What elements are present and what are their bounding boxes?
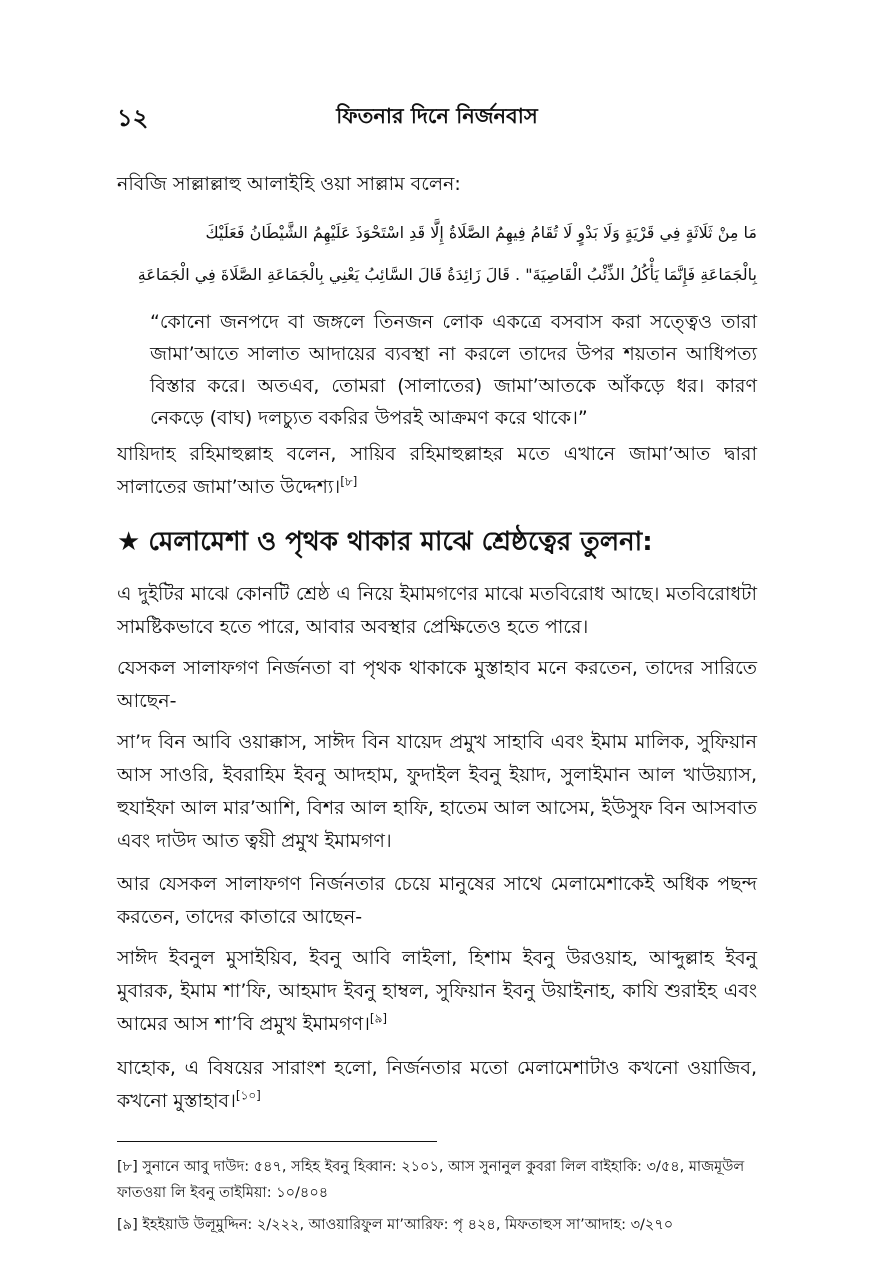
section-heading-text: মেলামেশা ও পৃথক থাকার মাঝে শ্রেষ্ঠত্বের তুলনা: xyxy=(148,527,653,557)
hadith-translation: “কোনো জনপদে বা জঙ্গলে তিনজন লোক একত্রে বসবাস করা সত্ত্বেও তারা জামা’আতে সালাত আদায়ের ব্যবস্থা না করলে তাদের উপর শয়তান আধিপত্য বিস্তার করে। অতএব, তোমরা (সালাতের) জামা’আতকে আঁকড়ে ধর। কারণ নেকড়ে (বাঘ) দলচ্যুত বকরির উপরই আক্রমণ করে থাকে।” xyxy=(150,311,757,429)
paragraph-text: সাঈদ ইবনুল মুসাইয়িব, ইবনু আবি লাইলা, হিশাম ইবনু উরওয়াহ, আব্দুল্লাহ ইবনু মুবারক, ইমাম শা’ফি, আহমাদ ইবনু হাম্বল, সুফিয়ান ইবনু উয়াইনাহ, কাযি শুরাইহ এবং আমের আস শা’বি প্রমুখ ইমামগণ। xyxy=(117,947,757,1035)
page-header xyxy=(117,100,757,136)
arabic-hadith xyxy=(117,212,757,296)
footnote-ref-8[interactable]: [৮] xyxy=(340,474,358,489)
paragraph-text: যায়িদাহ রহিমাহুল্লাহ বলেন, সায়িব রহিমাহুল্লাহর মতে এখানে জামা’আত দ্বারা সালাতের জামা’আত উদ্দেশ্য। xyxy=(117,443,757,498)
arabic-line-2: بِالْجَمَاعَةِ فَإِنَّمَا يَأْكُلُ الذِّئْبُ الْقَاصِيَةَ" . قَالَ زَائِدَةُ قَالَ السَّائِبُ يَعْنِي بِالْجَمَاعَةِ الصَّلَاةَ فِي الْجَمَاعَةِ xyxy=(137,265,757,284)
arabic-line-1: مَا مِنْ ثَلَاثَةٍ فِي قَرْيَةٍ وَلَا بَدْوٍ لَا تُقَامُ فِيهِمُ الصَّلَاةُ إِلَّا قَدِ اسْتَحْوَذَ عَلَيْهِمُ الشَّيْطَانُ فَعَلَيْكَ xyxy=(205,223,757,242)
paragraph-zaidah xyxy=(117,438,757,504)
footnote-8: [৮] সুনানে আবু দাউদ: ৫৪৭, সহিহ ইবনু হিব্বান: ২১০১, আস সুনানুল কুবরা লিল বাইহাকি: ৩/৫৪, মাজমূউল ফাতওয়া লি ইবনু তাইমিয়া: ১০/৪০৪ xyxy=(117,1159,745,1201)
paragraph-seclusion-intro: যেসকল সালাফগণ নির্জনতা বা পৃথক থাকাকে মুস্তাহাব মনে করতেন, তাদের সারিতে আছেন- xyxy=(117,657,757,712)
intro-line: নবিজি সাল্লাল্লাহু আলাইহি ওয়া সাল্লাম বলেন: xyxy=(117,173,461,195)
footnote-ref-10[interactable]: [১০] xyxy=(235,1088,261,1103)
page-number: ১২ xyxy=(117,104,149,132)
paragraph-seclusion-list: সা’দ বিন আবি ওয়াক্কাস, সাঈদ বিন যায়েদ প্রমুখ সাহাবি এবং ইমাম মালিক, সুফিয়ান আস সাওরি, ইবরাহিম ইবনু আদহাম, ফুদাইল ইবনু ইয়াদ, সুলাইমান আল খাউয়্যাস, হুযাইফা আল মার’আশি, বিশর আল হাফি, হাতেম আল আসেম, ইউসুফ বিন আসবাত এবং দাউদ আত ত্বয়ী প্রমুখ ইমামগণ। xyxy=(117,731,757,852)
paragraph-mingling-intro: আর যেসকল সালাফগণ নির্জনতার চেয়ে মানুষের সাথে মেলামেশাকেই অধিক পছন্দ করতেন, তাদের কাতারে আছেন- xyxy=(117,873,757,928)
running-title: ফিতনার দিনে নির্জনবাস xyxy=(336,104,538,128)
section-heading xyxy=(117,522,757,562)
paragraph-text: যাহোক, এ বিষয়ের সারাংশ হলো, নির্জনতার মতো মেলামেশাটাও কখনো ওয়াজিব, কখনো মুস্তাহাব। xyxy=(117,1057,757,1112)
footnote-9: [৯] ইহইয়াউ উলূমুদ্দিন: ২/২২২, আওয়ারিফুল মা’আরিফ: পৃ ৪২৪, মিফতাহুস সা’আদাহ: ৩/২৭০ xyxy=(117,1217,674,1233)
paragraph-mingling-list xyxy=(117,942,757,1041)
star-icon: ★ xyxy=(117,527,141,557)
footnote-divider xyxy=(117,1141,437,1142)
paragraph-summary xyxy=(117,1052,757,1118)
paragraph-disagreement: এ দুইটির মাঝে কোনটি শ্রেষ্ঠ এ নিয়ে ইমামগণের মাঝে মতবিরোধ আছে। মতবিরোধটা সামষ্টিকভাবে হতে পারে, আবার অবস্থার প্রেক্ষিতেও হতে পারে। xyxy=(117,583,757,638)
footnote-ref-9[interactable]: [৯] xyxy=(369,1011,388,1026)
